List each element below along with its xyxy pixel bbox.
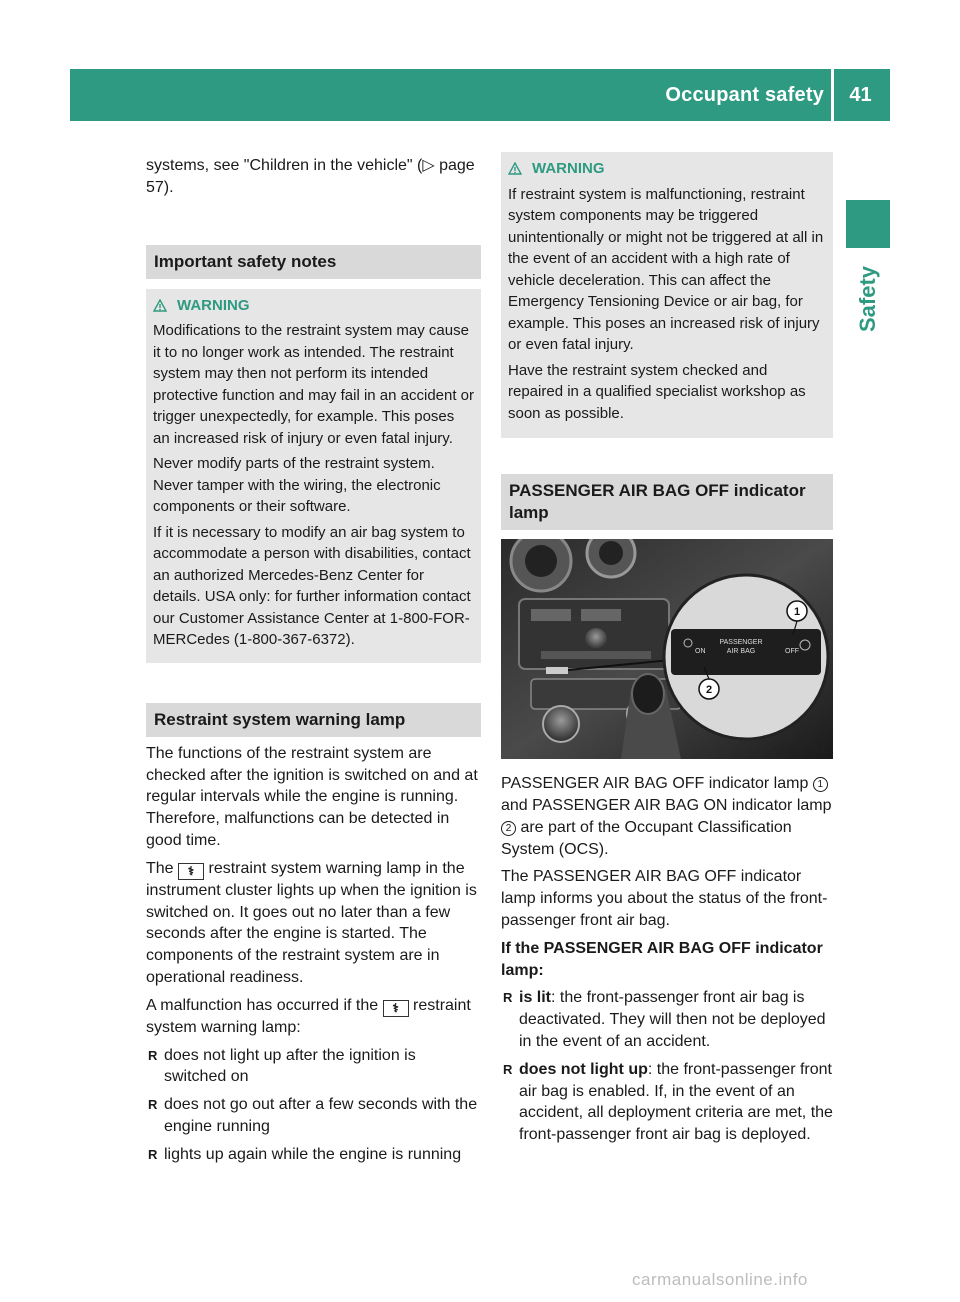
warning-label: WARNING (177, 296, 250, 314)
body-text: The ⚕ restraint system warning lamp in the instrument cluster lights up when the ignition is switched on. It goes out no later than a few seconds after the engine is started. The components of the restraint system are in operational readiness. (146, 859, 477, 987)
warning-icon (508, 162, 522, 175)
dashboard-photo (501, 539, 833, 759)
list-item: R does not light up: the front-passenger front air bag is enabled. If, in the event of an accident, all deployment criteria are met, the front-passenger front air bag is deployed. (503, 1060, 833, 1144)
svg-text:AIR BAG: AIR BAG (726, 648, 756, 656)
warning-label: WARNING (532, 160, 605, 177)
list-item: R lights up again while the engine is running (148, 1145, 462, 1163)
callout-2: 2 (501, 821, 516, 836)
warning-text: Never modify parts of the restraint system. Never tamper with the wiring, the electronic components or their software. (153, 455, 441, 516)
right-column (501, 152, 833, 1152)
side-tab-label: Safety (855, 265, 880, 333)
status-list (501, 987, 833, 1146)
left-column (146, 155, 481, 1172)
watermark: carmanualsonline.info (632, 1270, 808, 1289)
warning-header (508, 158, 826, 180)
intro-text: systems, see "Children in the vehicle" (▷ page 57). (146, 157, 475, 196)
restraint-warning-icon: ⚕ (383, 1000, 409, 1017)
svg-text:ON: ON (695, 648, 706, 656)
section-heading-airbag-lamp: PASSENGER AIR BAG OFF indicator lamp (501, 474, 833, 530)
body-text: PASSENGER AIR BAG OFF indicator lamp 1 and PASSENGER AIR BAG ON indicator lamp 2 are part of the Occupant Classification System (OCS). (501, 775, 832, 858)
warning-box (501, 152, 833, 438)
body-text: A malfunction has occurred if the ⚕ restraint system warning lamp: (146, 996, 471, 1036)
svg-text:2: 2 (705, 684, 713, 697)
warning-text: If it is necessary to modify an air bag system to accommodate a person with disabilities, contact an authorized Mercedes-Benz Center for details. USA only: for further information contact our Customer Assistance Center at 1-800-FOR-MERCedes (1-800-367-6372). (153, 523, 471, 649)
side-tab-block (846, 200, 890, 248)
body-text: The functions of the restraint system are checked after the ignition is switched on and at regular intervals while the engine is running. Therefore, malfunctions can be detected in good time. (146, 744, 478, 850)
body-text: The PASSENGER AIR BAG OFF indicator lamp informs you about the status of the front-passenger front air bag. (501, 868, 828, 930)
warning-header (153, 295, 474, 317)
warning-text: Have the restraint system checked and repaired in a qualified specialist workshop as soon as possible. (508, 361, 806, 422)
svg-text:P68.10-4569-31: P68.10-4569-31 (771, 746, 829, 756)
restraint-warning-icon: ⚕ (178, 863, 204, 880)
svg-text:OFF: OFF (785, 648, 799, 656)
bold-heading: If the PASSENGER AIR BAG OFF indicator lamp: (501, 939, 823, 979)
list-item: R is lit: the front-passenger front air bag is deactivated. They will then not be deployed in the event of an accident. (503, 989, 826, 1051)
callout-1: 1 (813, 777, 828, 792)
page-title: Occupant safety (665, 84, 824, 106)
warning-text: If restraint system is malfunctioning, restraint system components may be triggered unintentionally or might not be triggered at all in the event of an accident with a high rate of vehicle deceleration. This can affect the Emergency Tensioning Device or air bag, for example. This poses an increased risk of injury or even fatal injury. (508, 185, 824, 354)
list-item: R does not go out after a few seconds with the engine running (148, 1096, 478, 1136)
malfunction-list (146, 1045, 481, 1166)
side-tab[interactable] (846, 254, 890, 344)
svg-text:1: 1 (793, 606, 801, 619)
section-heading-safety-notes: Important safety notes (146, 245, 481, 279)
section-heading-warning-lamp: Restraint system warning lamp (146, 703, 481, 737)
header-divider (831, 69, 834, 121)
svg-text:PASSENGER: PASSENGER (719, 639, 763, 647)
warning-text: Modifications to the restraint system may cause it to no longer work as intended. The restraint system may then not perform its intended protective function and may fail in an accident or trigger unexpectedly, for example. This poses an increased risk of injury or even fatal injury. (153, 322, 475, 447)
warning-box (146, 289, 481, 663)
page-number: 41 (849, 84, 872, 106)
list-item: R does not light up after the ignition is switched on (148, 1046, 416, 1086)
warning-icon (153, 299, 167, 312)
